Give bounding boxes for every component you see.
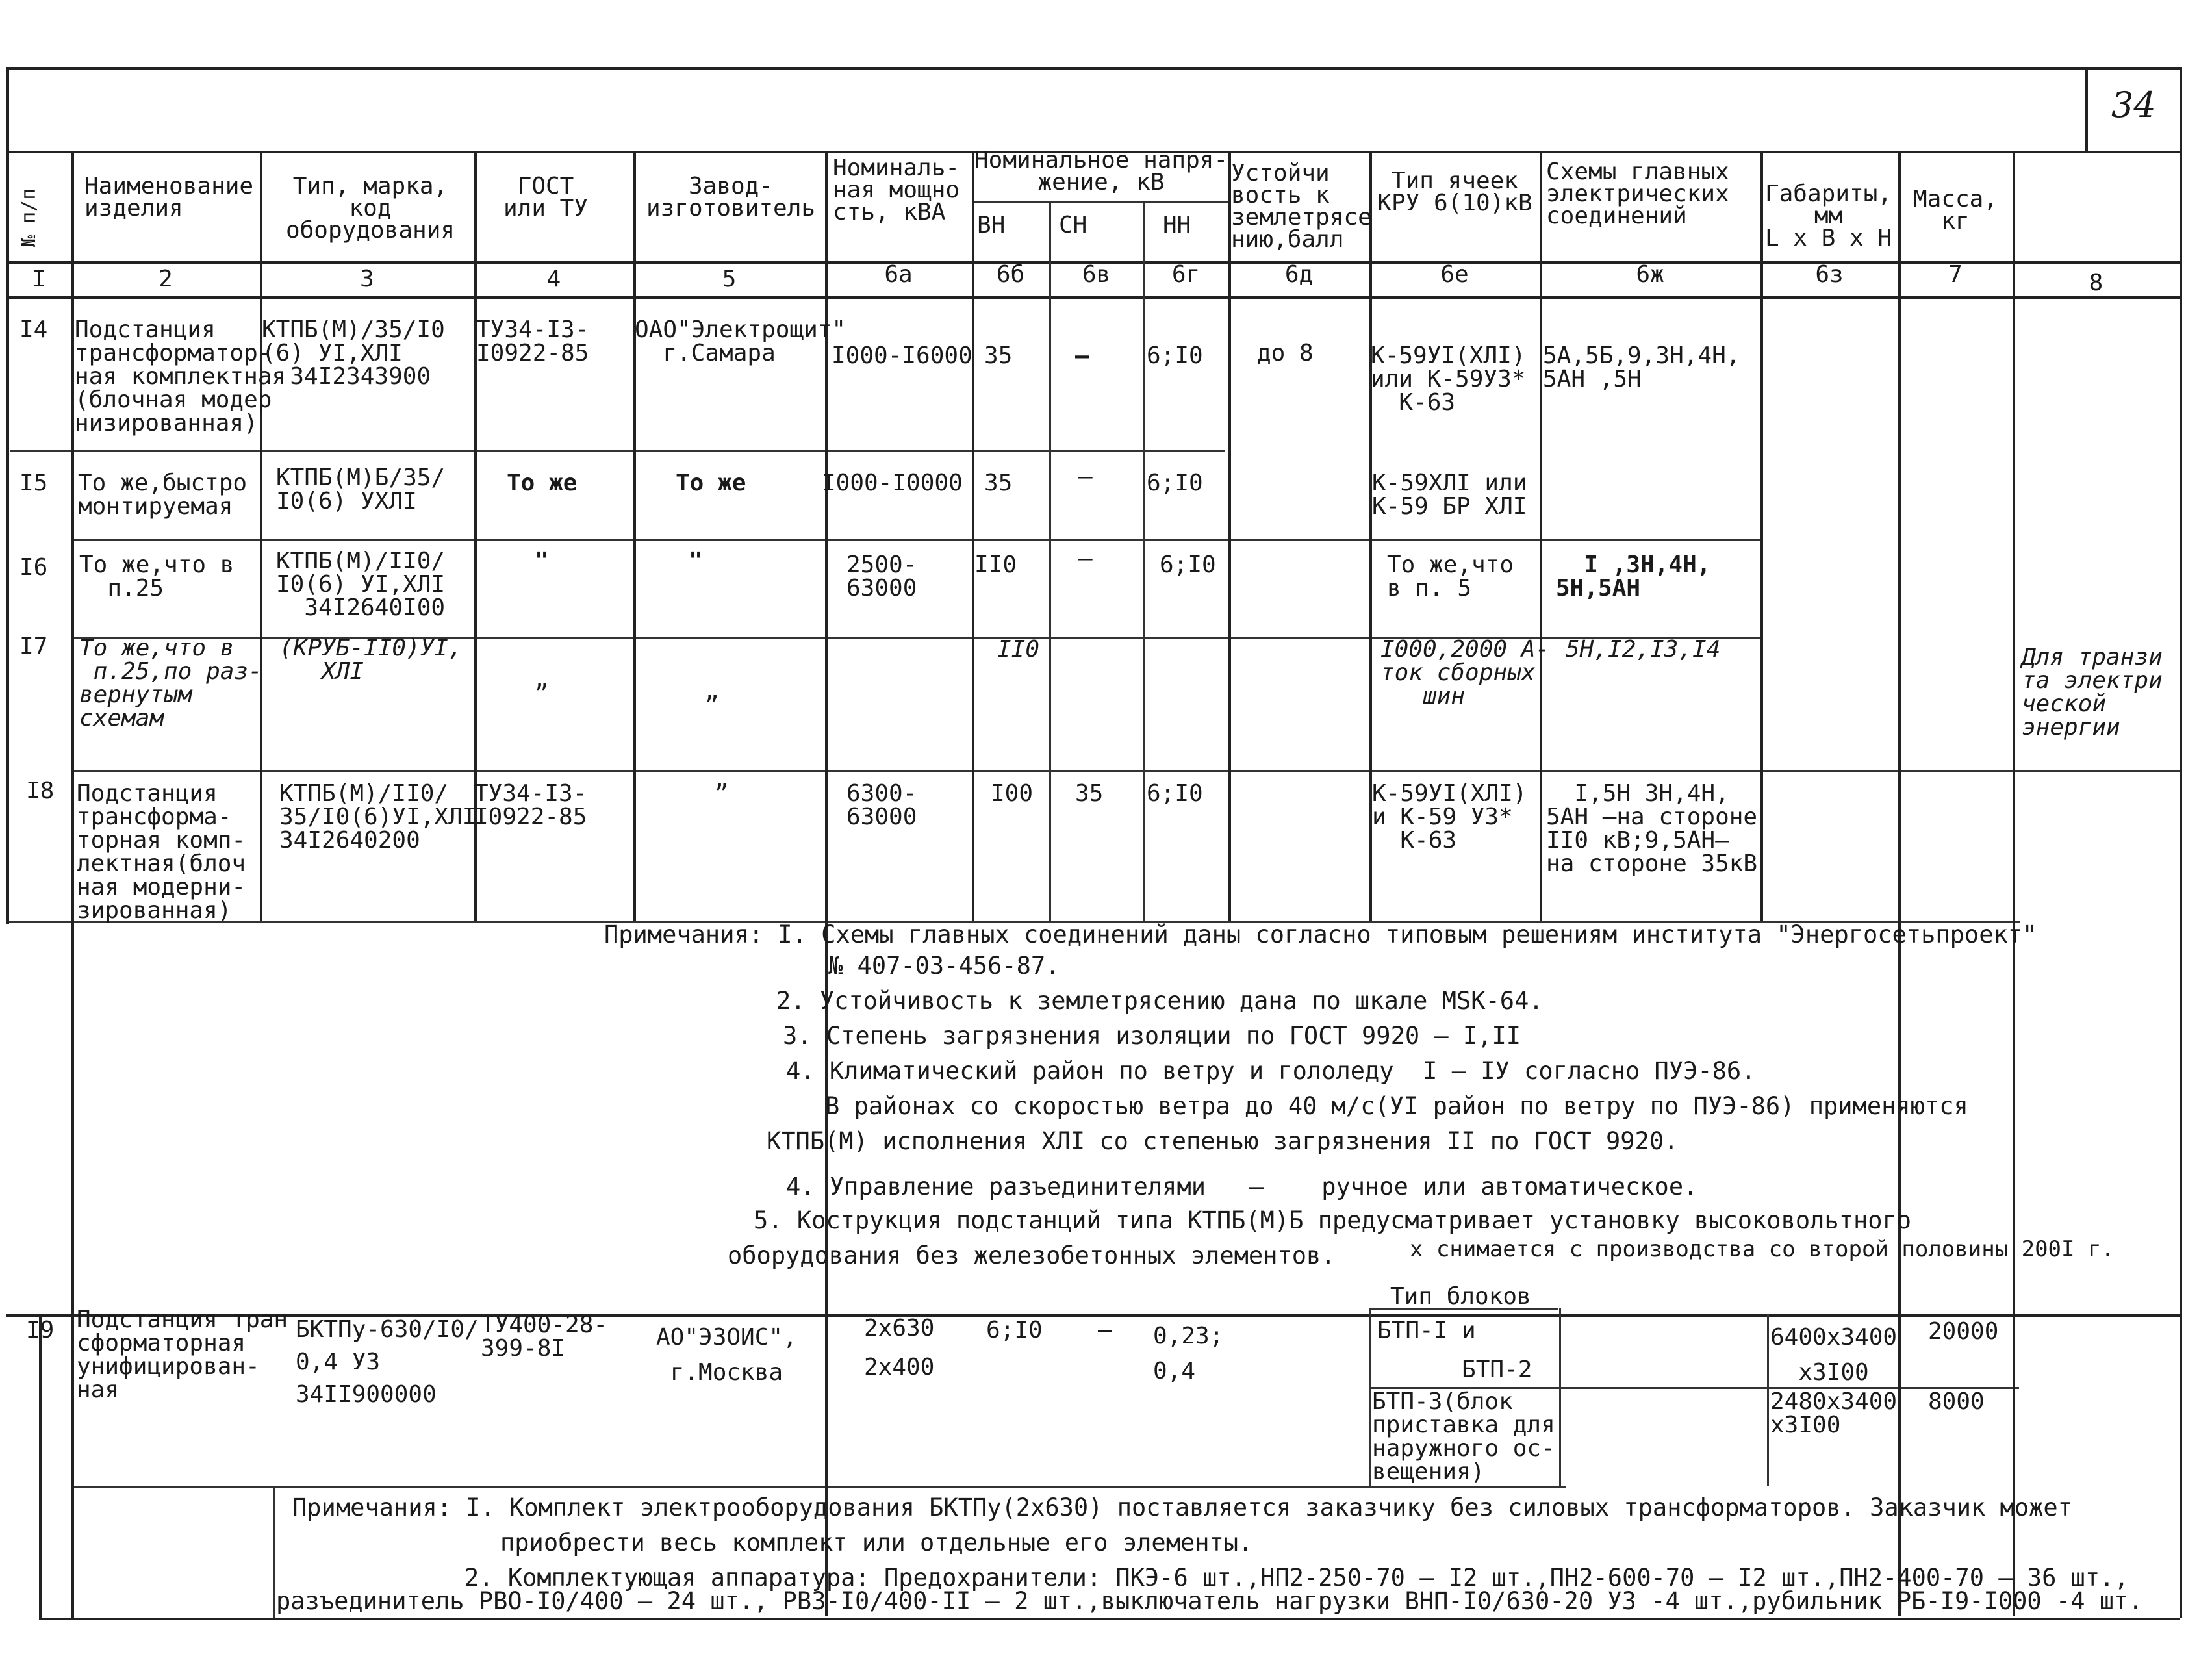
col-number: I — [32, 266, 46, 292]
col-number: 6в — [1082, 261, 1111, 288]
row15-maker: То же — [676, 470, 746, 496]
row17-num: I7 — [19, 633, 48, 660]
row19-dims-1: 6400х3400 х3I00 — [1770, 1324, 1898, 1386]
header-name: Наименование изделия — [84, 173, 254, 222]
header-maker: Завод- изготовитель — [646, 173, 816, 222]
row14-num: I4 — [19, 316, 48, 343]
row17-bottom-line — [71, 770, 2180, 772]
row19-power: 2х630 2х400 — [864, 1315, 935, 1381]
row15-power: I000-I0000 — [822, 470, 963, 496]
row15-vn: 35 — [984, 470, 1013, 496]
col-number: 5 — [722, 266, 737, 292]
header-nn: НН — [1163, 212, 1191, 238]
row16-sn: – — [1078, 545, 1093, 572]
row14-bottom-line — [10, 450, 1225, 452]
voltage-subheader-line — [972, 201, 1228, 203]
notes1-line-3: 2. Устойчивость к землетрясению дана по шкале MSK-64. — [776, 987, 1544, 1015]
col-number: 4 — [546, 266, 561, 292]
row17-type: (КРУБ-II0)УI, ХЛI — [279, 635, 463, 685]
row18-nn: 6;I0 — [1147, 780, 1203, 807]
row19-dims-2: 2480х3400 х3I00 — [1770, 1388, 1898, 1438]
header-voltage: Номинальное напря- жение, кВ — [974, 147, 1228, 196]
row16-vn: II0 — [974, 552, 1017, 578]
blocks-header: Тип блоков — [1390, 1283, 1531, 1310]
row16-name: То же,что в п.25 — [79, 552, 235, 602]
row17-schemes: 5Н,I2,I3,I4 — [1566, 636, 1721, 663]
row16-gost: " — [535, 548, 549, 574]
notes1-line-11: х снимается с производства со второй половины 200I г. — [1410, 1236, 2115, 1262]
col-number: 6г — [1171, 261, 1201, 288]
header-mass: Масса, кг — [1913, 186, 1998, 235]
row15-type: КТПБ(М)Б/35/ I0(6) УХЛI — [276, 465, 446, 515]
row14-cells: К-59УI(ХЛI) или К-59У3* К-63 — [1371, 342, 1526, 416]
frame-left-line-lower — [39, 1314, 42, 1618]
row19-nn: 0,23; 0,4 — [1153, 1323, 1224, 1384]
row14-name: Подстанция трансформатор- ная комплектная (блочная модер низированная) — [75, 316, 286, 437]
row16-schemes: I ,3Н,4Н, 5Н,5АН — [1556, 552, 1711, 602]
notes1-line-6: В районах со скоростью ветра до 40 м/с(УI район по ветру по ПУЭ-86) применяются — [825, 1092, 1968, 1120]
frame-bottom-line — [39, 1618, 2180, 1620]
row18-sn: 35 — [1075, 780, 1104, 807]
row19-mass-1: 20000 — [1928, 1318, 1999, 1345]
row16-cells: То же,что в п. 5 — [1387, 552, 1514, 602]
header-power: Номиналь- ная мощно сть, кВА — [833, 155, 960, 225]
col-number: 6е — [1440, 261, 1469, 288]
col-number: 2 — [159, 266, 173, 292]
col-sn-line — [1049, 201, 1051, 921]
row15-cells: К-59ХЛI или К-59 БР ХЛI — [1372, 470, 1527, 520]
frame-top-line — [6, 67, 2180, 70]
row14-schemes: 5А,5Б,9,3Н,4Н, 5АН ,5Н — [1543, 342, 1740, 392]
pagenum-box-line — [2085, 67, 2088, 151]
row19-type: БКТПу-630/I0/ 0,4 У3 34II900000 — [296, 1316, 479, 1408]
col-number: 3 — [360, 266, 374, 292]
row19-blocks-2: БТП-3(блок приставка для наружного ос- вещения) — [1372, 1388, 1555, 1485]
notes1-line-9: 5. Кострукция подстанций типа КТПБ(М)Б предусматривает установку высоковольтного — [754, 1206, 1912, 1234]
notes1-line-2: № 407-03-456-87. — [828, 952, 1060, 980]
col-number-bottom-line — [6, 296, 2180, 299]
row16-nn: 6;I0 — [1160, 552, 1216, 578]
col-nn-line — [1143, 201, 1145, 921]
row15-bottom-line — [71, 539, 1760, 541]
notes1-line-4: 3. Степень загрязнения изоляции по ГОСТ 9920 – I,II — [783, 1022, 1521, 1050]
row15-name: То же,быстро монтируемая — [78, 470, 248, 520]
row14-gost: ТУ34-I3- I0922-85 — [476, 316, 589, 366]
row19-vn: 6;I0 — [986, 1317, 1043, 1343]
header-num: № п/п — [18, 188, 40, 247]
frame-left-line — [6, 67, 9, 924]
page-number: 34 — [2111, 84, 2156, 125]
row17-name: То же,что в п.25,по раз- вернутым схемам — [79, 635, 262, 732]
row19-gost: ТУ400-28- 399-8I — [481, 1312, 608, 1362]
row19-mass-2: 8000 — [1928, 1388, 1985, 1415]
frame-right-line — [2180, 67, 2182, 1618]
row17-cells: I000,2000 А- ток сборных шин — [1380, 636, 1550, 709]
row14-sn: – — [1075, 342, 1089, 369]
header-vn: ВН — [977, 212, 1006, 238]
header-gost: ГОСТ или ТУ — [503, 173, 589, 222]
row19-name: Подстанция тран сформаторная унифицирован- ная — [77, 1306, 288, 1403]
row18-num: I8 — [26, 778, 55, 804]
row14-seismic: до 8 — [1257, 340, 1314, 366]
notes2-line-1: Примечания: I. Комплект электрооборудования БКТПу(2х630) поставляется заказчику без силовых трансформаторов. Заказчик может — [292, 1494, 2072, 1521]
row19-maker: АО"ЭЗОИС", г.Москва — [656, 1324, 797, 1386]
header-dims: Габариты, мм L x B x H — [1764, 181, 1892, 251]
row19-num: I9 — [26, 1317, 55, 1343]
col-mass-line — [1898, 151, 1901, 1616]
row19-bottom-line — [71, 1486, 1566, 1488]
header-sn: СН — [1059, 212, 1087, 238]
notes1-line-7: КТПБ(М) исполнения ХЛI со степенью загрязнения II по ГОСТ 9920. — [767, 1127, 1679, 1155]
row14-type: КТПБ(М)/35/I0 (6) УI,ХЛI 34I2343900 — [262, 316, 445, 390]
row19-blocks-right-line — [1559, 1308, 1561, 1486]
row17-vn: II0 — [997, 636, 1040, 663]
notes1-line-5: 4. Климатический район по ветру и гололеду I – IУ согласно ПУЭ-86. — [786, 1057, 1756, 1085]
row18-vn: I00 — [991, 780, 1034, 807]
col-number: 6з — [1815, 261, 1844, 288]
col-8-line — [2013, 151, 2015, 1616]
col-number: 7 — [1948, 261, 1963, 288]
col-number: 6д — [1284, 261, 1314, 288]
notes1-line-8: 4. Управление разъединителями – ручное или автоматическое. — [786, 1173, 1698, 1201]
col-power-line — [825, 151, 828, 1616]
row14-vn: 35 — [984, 342, 1013, 369]
row17-gost: ” — [535, 680, 549, 707]
row14-nn: 6;I0 — [1147, 342, 1203, 369]
row18-schemes: I,5Н 3Н,4Н, 5АН –на стороне II0 кВ;9,5АН– на стороне 35кВ — [1546, 780, 1758, 877]
header-schemes: Схемы главных электрических соединений — [1546, 159, 1729, 229]
row18-gost: ТУ34-I3- I0922-85 — [474, 780, 587, 830]
col-number: 8 — [2089, 270, 2103, 296]
row18-power: 6300- 63000 — [846, 780, 917, 830]
row18-cells: К-59УI(ХЛI) и К-59 У3* К-63 — [1372, 780, 1527, 854]
row17-col8: Для транзи та электри ческой энергии — [2022, 644, 2163, 741]
col-maker-line — [633, 151, 636, 921]
row15-gost: То же — [507, 470, 578, 496]
header-seismic: Устойчи вость к землетрясе нию,балл — [1231, 160, 1372, 253]
row19-dims-line — [1767, 1314, 1769, 1486]
row19-blocks-1: БТП-I и БТП-2 — [1377, 1317, 1532, 1383]
col-type-line — [260, 151, 262, 921]
row15-num: I5 — [19, 470, 48, 496]
col-number: 6ж — [1636, 261, 1664, 288]
row19-blocks-line — [1369, 1308, 1371, 1486]
row18-maker: ” — [715, 780, 729, 807]
col-number: 6а — [884, 261, 913, 288]
notes1-line-10: оборудования без железобетонных элементов. — [728, 1241, 1336, 1269]
row15-nn: 6;I0 — [1147, 470, 1203, 496]
row18-type: КТПБ(М)/II0/ 35/I0(6)УI,ХЛI 34I2640200 — [279, 780, 477, 854]
notes2-line-4: разъединитель РВО-I0/400 – 24 шт., РВЗ-I0/400-II – 2 шт.,выключатель нагрузки ВНП-I0/630-20 У3 -4 шт.,рубильник РБ-I9-I000 -4 шт. — [276, 1587, 2143, 1615]
row15-sn: – — [1078, 463, 1093, 490]
row19-sn: – — [1098, 1317, 1112, 1343]
header-type: Тип, марка, код оборудования — [285, 173, 455, 244]
row18-name: Подстанция трансформа- торная комп- лектная(блоч ная модерни- зированная) — [77, 780, 246, 924]
notes2-line-3: 2. Комплектующая аппаратура: Предохранители: ПКЭ-6 шт.,НП2-250-70 – I2 шт.,ПН2-600-70 – I2 шт.,ПН2-400-70 – 36 шт., — [464, 1564, 2129, 1592]
header-cells: Тип ячеек КРУ 6(10)кВ — [1377, 168, 1532, 216]
notes2-line-2: приобрести весь комплект или отдельные его элементы. — [500, 1529, 1253, 1557]
notes1-line-1: Примечания: I. Схемы главных соединений даны согласно типовым решениям института "Энергосетьпроект" — [604, 921, 2037, 948]
row14-power: I000-I6000 — [832, 342, 972, 369]
row16-num: I6 — [19, 554, 48, 581]
col-name-line — [71, 151, 74, 1618]
notes2-left-line — [273, 1486, 275, 1618]
row14-maker: ОАО"Электрощит" г.Самара — [635, 316, 846, 366]
row16-maker: " — [689, 548, 703, 574]
row16-power: 2500- 63000 — [846, 552, 917, 602]
row16-type: КТПБ(М)/II0/ I0(6) УI,ХЛI 34I2640I00 — [276, 548, 446, 621]
row17-maker: ” — [705, 692, 719, 719]
col-number: 6б — [996, 261, 1025, 288]
